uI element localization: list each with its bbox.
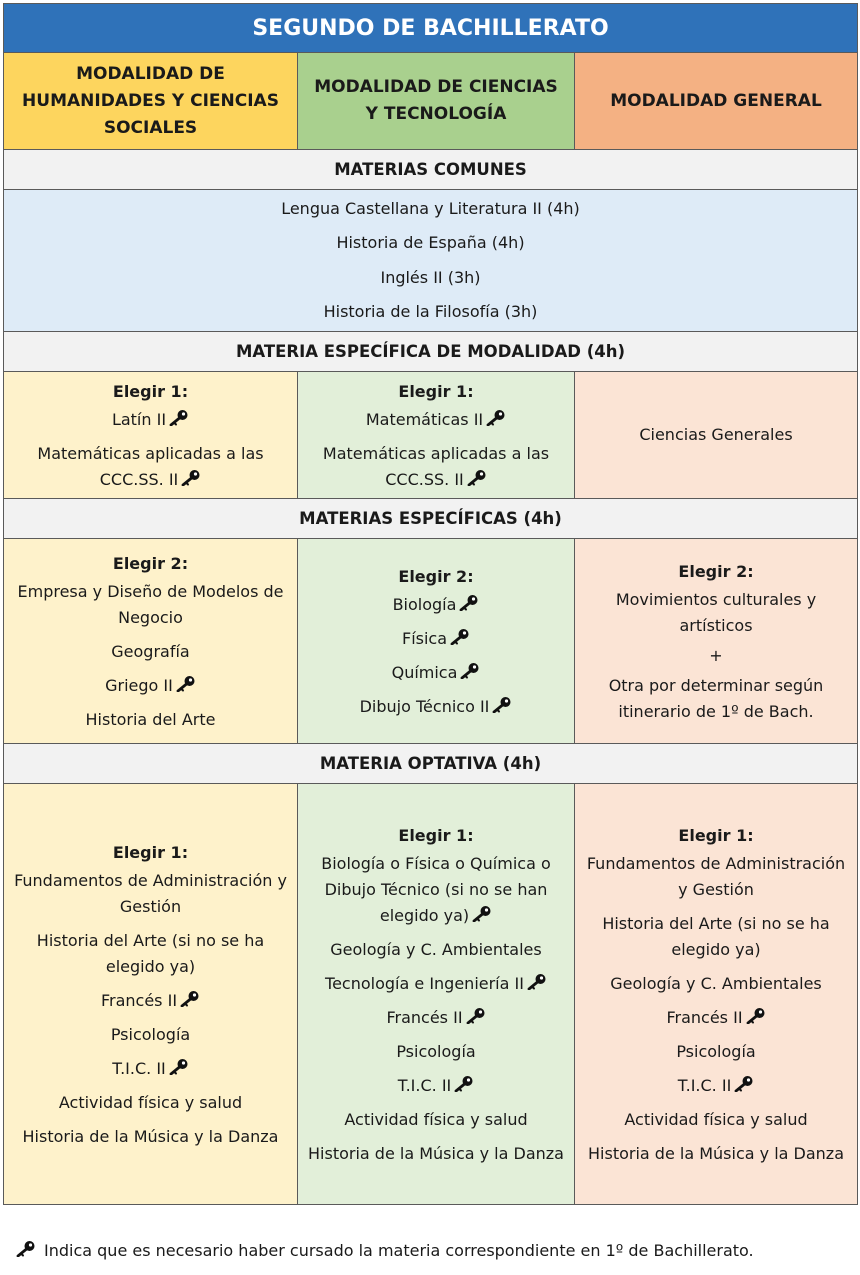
especificas-general <box>575 539 858 744</box>
list-item <box>308 441 564 493</box>
list-item <box>585 851 847 903</box>
plus-sign: + <box>709 646 723 665</box>
key-icon <box>467 469 487 486</box>
list-item-text: Historia del Arte (si no se ha elegido ya) <box>36 931 265 976</box>
list-item-text: Historia del Arte <box>85 710 216 729</box>
list-item <box>14 928 287 980</box>
list-item-text: Historia de la Música y la Danza <box>308 1144 564 1163</box>
list-item-text: Francés II <box>386 1008 463 1027</box>
list-item <box>393 592 480 618</box>
key-icon <box>180 990 200 1007</box>
list-item-text: Matemáticas aplicadas a las CCC.SS. II <box>322 444 550 489</box>
list-item-text: Historia de la Música y la Danza <box>22 1127 279 1146</box>
especificas-humanidades <box>4 539 298 744</box>
list-item <box>639 422 792 448</box>
list-item-text: Historia del Arte (si no se ha elegido ya) <box>602 914 830 959</box>
key-icon <box>16 1240 36 1257</box>
list-item <box>308 1141 564 1167</box>
list-item <box>386 1005 485 1031</box>
list-item-text: Matemáticas II <box>365 410 484 429</box>
list-item-text: Latín II <box>111 410 167 429</box>
list-item <box>585 911 847 963</box>
list-item <box>14 868 287 920</box>
list-item-text: Francés II <box>100 991 178 1010</box>
especifica-modalidad-humanidades <box>4 372 298 499</box>
list-item <box>111 1022 190 1048</box>
section-header-comunes: MATERIAS COMUNES <box>4 150 858 190</box>
key-icon <box>459 594 479 611</box>
list-item-text: Biología <box>392 595 457 614</box>
especificas-ciencias <box>298 539 575 744</box>
key-icon <box>169 409 189 426</box>
key-icon <box>734 1075 754 1092</box>
list-item-text: Geología y C. Ambientales <box>330 940 542 959</box>
list-item-text: Fundamentos de Administración y Gestión <box>586 854 846 899</box>
list-item-text: Actividad física y salud <box>624 1110 808 1129</box>
list-item-text: Historia de la Música y la Danza <box>588 1144 844 1163</box>
list-item-text: Biología o Física o Química o Dibujo Técnico (si no se han elegido ya) <box>321 854 551 925</box>
list-item <box>360 694 513 720</box>
list-item <box>111 639 189 665</box>
key-icon <box>466 1007 486 1024</box>
key-icon <box>472 905 492 922</box>
comunes-cell <box>4 190 858 332</box>
modalidad-ciencias-header: MODALIDAD DE CIENCIAS Y TECNOLOGÍA <box>298 53 575 150</box>
footnote-text: Indica que es necesario haber cursado la materia correspondiente en 1º de Bachillerato. <box>44 1241 754 1260</box>
list-item: Movimientos culturales y artísticos <box>615 590 817 635</box>
list-item-text: Psicología <box>110 1025 191 1044</box>
subjects-table <box>3 3 858 1205</box>
list-item-text: Química <box>391 663 458 682</box>
list-item <box>396 1039 475 1065</box>
list-item <box>14 579 287 631</box>
list-item <box>588 1141 844 1167</box>
section-header-optativa: MATERIA OPTATIVA (4h) <box>4 744 858 784</box>
cell-heading: Elegir 1: <box>398 826 474 845</box>
list-item <box>23 1124 279 1150</box>
list-item <box>402 626 470 652</box>
optativa-general <box>575 784 858 1205</box>
list-item <box>610 971 821 997</box>
optativa-ciencias <box>298 784 575 1205</box>
key-icon <box>454 1075 474 1092</box>
list-item <box>112 1056 189 1082</box>
list-item <box>392 660 481 686</box>
cell-heading: Elegir 2: <box>678 562 754 581</box>
list-item-text: Psicología <box>396 1042 476 1061</box>
list-item-text: Fundamentos de Administración y Gestión <box>14 871 287 916</box>
cell-heading: Elegir 1: <box>398 382 474 401</box>
cell-heading: Elegir 1: <box>112 843 189 862</box>
list-item-text: Francés II <box>666 1008 743 1027</box>
list-item <box>624 1107 807 1133</box>
list-item-text: Actividad física y salud <box>344 1110 528 1129</box>
key-icon <box>181 469 201 486</box>
key-icon <box>492 696 512 713</box>
list-item-text: T.I.C. II <box>112 1059 166 1078</box>
list-item-text: T.I.C. II <box>677 1076 732 1095</box>
footnote <box>16 1238 856 1264</box>
list-item <box>105 673 196 699</box>
list-item-text: Dibujo Técnico II <box>359 697 490 716</box>
modalidad-humanidades-header: MODALIDAD DE HUMANIDADES Y CIENCIAS SOCIALES <box>4 53 298 150</box>
key-icon <box>450 628 470 645</box>
list-item <box>325 971 547 997</box>
key-icon <box>169 1058 189 1075</box>
comunes-item: Inglés II (3h) <box>380 267 481 287</box>
list-item-text: Ciencias Generales <box>639 425 793 444</box>
comunes-item: Historia de la Filosofía (3h) <box>323 302 538 321</box>
modalidad-general-header: MODALIDAD GENERAL <box>575 53 858 150</box>
list-item <box>344 1107 527 1133</box>
section-header-especifica-modalidad: MATERIA ESPECÍFICA DE MODALIDAD (4h) <box>4 332 858 372</box>
list-item-text: Actividad física y salud <box>58 1093 243 1112</box>
comunes-item: Lengua Castellana y Literatura II (4h) <box>281 198 580 218</box>
list-item-text: Griego II <box>105 676 173 695</box>
especifica-modalidad-ciencias <box>298 372 575 499</box>
list-item <box>14 441 287 493</box>
optativa-humanidades <box>4 784 298 1205</box>
list-item <box>330 937 541 963</box>
cell-heading: Elegir 1: <box>112 382 189 401</box>
key-icon <box>486 409 506 426</box>
list-item <box>398 1073 475 1099</box>
list-item <box>86 707 216 733</box>
list-item-text: Psicología <box>676 1042 756 1061</box>
list-item <box>308 851 564 929</box>
cell-heading: Elegir 1: <box>678 826 754 845</box>
list-item-text: T.I.C. II <box>397 1076 452 1095</box>
page-title: SEGUNDO DE BACHILLERATO <box>4 4 858 53</box>
list-item-text: Geografía <box>111 642 190 661</box>
key-icon <box>527 973 547 990</box>
key-icon <box>176 675 196 692</box>
list-item-text: Geología y C. Ambientales <box>610 974 822 993</box>
list-item-text: Física <box>401 629 448 648</box>
list-item <box>59 1090 242 1116</box>
list-item <box>666 1005 765 1031</box>
list-item <box>678 1073 755 1099</box>
comunes-item: Historia de España (4h) <box>336 233 525 252</box>
list-item: Otra por determinar según itinerario de 1º de Bach. <box>608 676 824 721</box>
list-item <box>366 407 506 433</box>
list-item <box>676 1039 755 1065</box>
list-item <box>112 407 189 433</box>
list-item-text: Empresa y Diseño de Modelos de Negocio <box>17 582 284 627</box>
list-item <box>101 988 200 1014</box>
key-icon <box>460 662 480 679</box>
section-header-especificas: MATERIAS ESPECÍFICAS (4h) <box>4 499 858 539</box>
key-icon <box>746 1007 766 1024</box>
list-item-text: Matemáticas aplicadas a las CCC.SS. II <box>37 444 264 489</box>
list-item-text: Tecnología e Ingeniería II <box>325 974 524 993</box>
cell-heading: Elegir 2: <box>398 567 474 586</box>
cell-heading: Elegir 2: <box>112 554 189 573</box>
especifica-modalidad-general <box>575 372 858 499</box>
